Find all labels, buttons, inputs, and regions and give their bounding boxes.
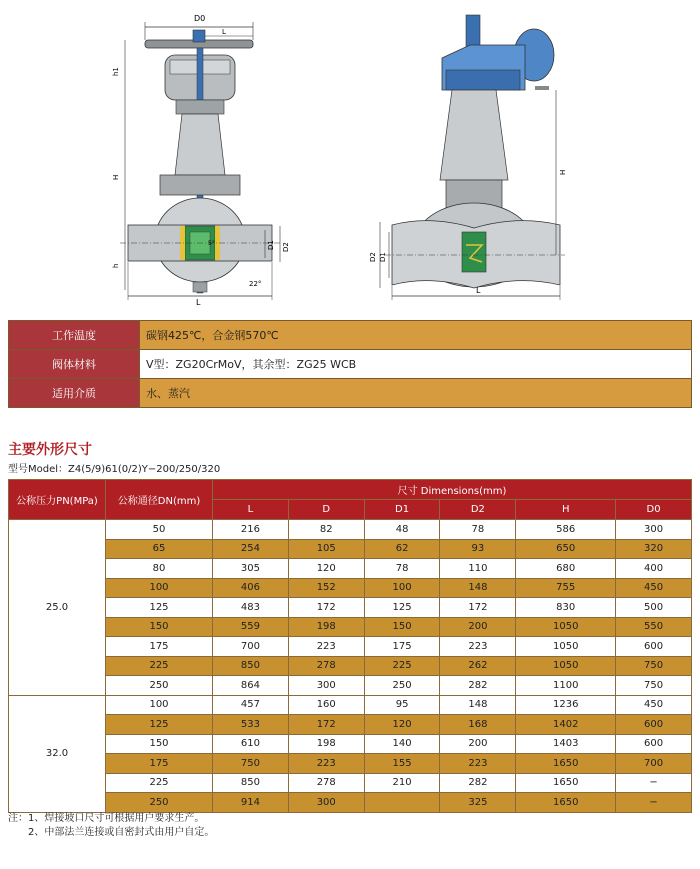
property-value: V型：ZG20CrMoV，其余型：ZG25 WCB [140,350,692,379]
table-cell: 300 [616,520,692,540]
table-cell: 120 [364,715,440,735]
table-cell: 93 [440,539,516,559]
header-col-d1: D1 [364,500,440,520]
table-cell: 700 [616,754,692,774]
table-cell: 1050 [516,637,616,657]
valve-drawings [0,0,700,310]
label-h-right: H [559,169,567,175]
label-l-right: L [476,286,481,295]
table-cell: 750 [213,754,289,774]
table-cell: 586 [516,520,616,540]
table-cell: 320 [616,539,692,559]
table-cell: 225 [106,773,213,793]
header-dn: 公称通径DN(mm) [106,480,213,520]
label-d2: D2 [282,242,290,252]
table-cell: 300 [288,793,364,813]
table-row [9,695,692,715]
properties-table [8,320,692,408]
table-cell: 250 [364,676,440,696]
pn-cell: 32.0 [9,695,106,812]
table-cell: 1050 [516,617,616,637]
table-cell: 850 [213,656,289,676]
property-label: 阀体材料 [9,350,140,379]
table-cell: 223 [440,637,516,657]
dimensions-table [8,479,692,813]
label-l-top: L [222,28,226,36]
table-cell: 450 [616,695,692,715]
table-cell: 1050 [516,656,616,676]
table-cell: 1650 [516,773,616,793]
table-cell: 100 [106,578,213,598]
property-label: 工作温度 [9,321,140,350]
notes [8,812,214,840]
table-cell: 305 [213,559,289,579]
table-cell: 155 [364,754,440,774]
table-cell: 1403 [516,734,616,754]
table-cell: 210 [364,773,440,793]
header-col-d2: D2 [440,500,516,520]
table-cell: 406 [213,578,289,598]
table-row [9,773,692,793]
table-cell: 175 [106,754,213,774]
table-cell: 700 [213,637,289,657]
table-row [9,793,692,813]
table-cell: 750 [616,676,692,696]
table-cell: 755 [516,578,616,598]
table-cell: 282 [440,676,516,696]
table-cell: 830 [516,598,616,618]
header-col-h: H [516,500,616,520]
table-row [9,637,692,657]
label-d0: D0 [194,14,206,23]
table-row [9,539,692,559]
table-cell: 223 [440,754,516,774]
table-cell: 600 [616,734,692,754]
table-cell: 282 [440,773,516,793]
table-cell: 500 [616,598,692,618]
table-cell: 125 [106,715,213,735]
table-row [9,734,692,754]
table-cell: 198 [288,734,364,754]
table-cell [364,793,440,813]
table-cell: 152 [288,578,364,598]
label-d1-right: D1 [379,252,387,262]
table-cell: 172 [288,598,364,618]
table-cell: 223 [288,637,364,657]
table-cell: 140 [364,734,440,754]
table-cell: 78 [364,559,440,579]
header-col-d: D [288,500,364,520]
table-cell: 550 [616,617,692,637]
table-cell: 80 [106,559,213,579]
table-cell: 600 [616,715,692,735]
table-cell: 110 [440,559,516,579]
table-cell: 125 [106,598,213,618]
table-cell: 262 [440,656,516,676]
table-cell: 200 [440,617,516,637]
table-cell: 914 [213,793,289,813]
left-valve-drawing [112,14,290,307]
table-cell: 150 [106,617,213,637]
table-cell: 172 [440,598,516,618]
table-cell: 1236 [516,695,616,715]
table-cell: 175 [106,637,213,657]
table-cell: 278 [288,773,364,793]
header-dimensions: 尺寸 Dimensions(mm) [213,480,692,500]
property-row [9,350,692,379]
table-row [9,598,692,618]
header-col-d0: D0 [616,500,692,520]
table-cell: 198 [288,617,364,637]
table-cell: 65 [106,539,213,559]
label-d1: D1 [267,240,275,250]
table-cell: 160 [288,695,364,715]
label-h: H [112,174,120,180]
property-value: 碳钢425℃，合金钢570℃ [140,321,692,350]
table-cell: 300 [288,676,364,696]
table-row [9,656,692,676]
label-d2-right: D2 [369,252,377,262]
table-cell: 62 [364,539,440,559]
property-row [9,379,692,408]
table-row [9,715,692,735]
table-cell: 864 [213,676,289,696]
table-cell: 200 [440,734,516,754]
table-cell: 100 [106,695,213,715]
table-cell: 48 [364,520,440,540]
table-cell: 1650 [516,754,616,774]
table-cell: 600 [616,637,692,657]
table-cell: 850 [213,773,289,793]
table-cell: 120 [288,559,364,579]
table-cell: 325 [440,793,516,813]
table-cell: 250 [106,793,213,813]
note-2: 2、中部法兰连接或自密封式由用户自定。 [28,827,215,838]
table-cell: 400 [616,559,692,579]
table-cell: 82 [288,520,364,540]
label-h1: h1 [112,67,120,76]
table-cell: 1402 [516,715,616,735]
table-cell: 559 [213,617,289,637]
label-angle-weld: 22° [249,280,262,288]
pn-cell: 25.0 [9,520,106,696]
table-row [9,754,692,774]
table-cell: − [616,773,692,793]
table-cell: 168 [440,715,516,735]
right-valve-drawing [369,15,567,300]
table-row [9,617,692,637]
table-cell: 225 [364,656,440,676]
table-row [9,559,692,579]
table-cell: 150 [364,617,440,637]
table-cell: 254 [213,539,289,559]
table-cell: 1650 [516,793,616,813]
table-cell: 483 [213,598,289,618]
table-cell: 680 [516,559,616,579]
table-cell: 450 [616,578,692,598]
label-l-bottom: L [196,298,201,307]
table-cell: 223 [288,754,364,774]
note-1: 注：1、焊接坡口尺寸可根据用户要求生产。 [8,813,205,824]
header-pn: 公称压力PN(MPa) [9,480,106,520]
property-row [9,321,692,350]
table-cell: 457 [213,695,289,715]
table-row [9,520,692,540]
section-title: 主要外形尺寸 [8,442,92,458]
table-cell: 150 [106,734,213,754]
property-value: 水、蒸汽 [140,379,692,408]
table-cell: 175 [364,637,440,657]
table-cell: 650 [516,539,616,559]
table-cell: 610 [213,734,289,754]
model-line: 型号Model：Z4(5/9)61(0/2)Y−200/250/320 [8,464,221,475]
table-cell: 148 [440,695,516,715]
table-cell: 225 [106,656,213,676]
label-angle-small: 5° [208,240,215,247]
table-cell: − [616,793,692,813]
table-cell: 50 [106,520,213,540]
table-cell: 172 [288,715,364,735]
label-h-small: h [112,263,120,268]
table-cell: 278 [288,656,364,676]
table-cell: 1100 [516,676,616,696]
header-col-l: L [213,500,289,520]
table-row [9,578,692,598]
table-cell: 250 [106,676,213,696]
property-label: 适用介质 [9,379,140,408]
table-cell: 533 [213,715,289,735]
table-cell: 105 [288,539,364,559]
table-row [9,676,692,696]
table-cell: 125 [364,598,440,618]
table-cell: 216 [213,520,289,540]
table-cell: 78 [440,520,516,540]
table-cell: 95 [364,695,440,715]
table-cell: 148 [440,578,516,598]
table-cell: 100 [364,578,440,598]
table-cell: 750 [616,656,692,676]
